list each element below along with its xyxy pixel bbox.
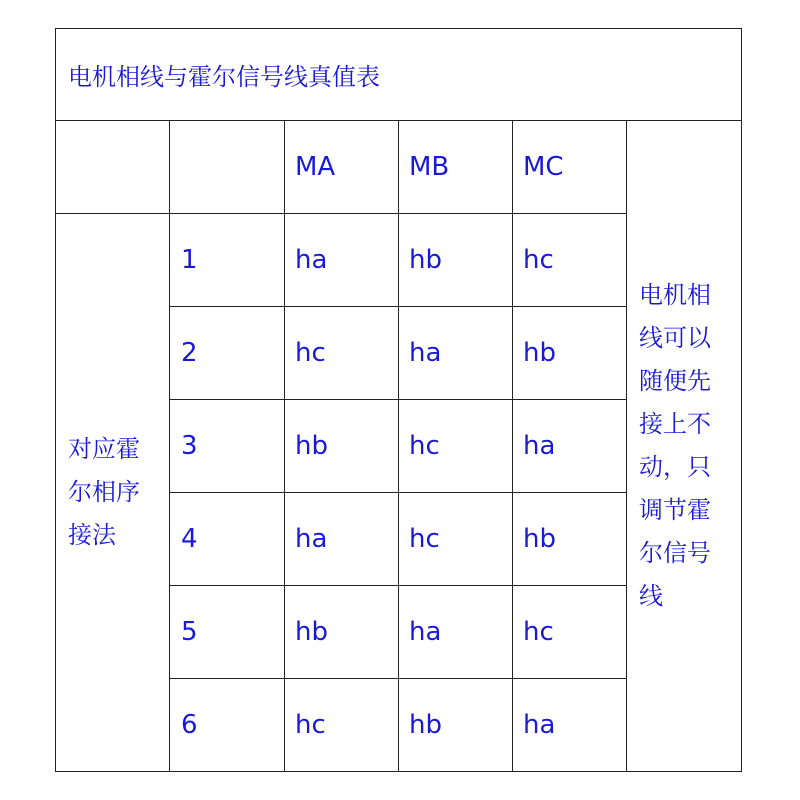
header-mb: MB — [399, 121, 513, 214]
truth-table — [55, 28, 742, 772]
cell-mc: hc — [513, 214, 627, 307]
cell-mc: hb — [513, 307, 627, 400]
row-group-label-cell — [56, 214, 170, 772]
cell-mc: hb — [513, 493, 627, 586]
cell-mb: ha — [399, 307, 513, 400]
header-empty-cell — [170, 121, 285, 214]
title-row — [56, 29, 742, 121]
header-empty-cell — [56, 121, 170, 214]
row-number: 2 — [170, 307, 285, 400]
cell-ma: ha — [285, 493, 399, 586]
header-mc: MC — [513, 121, 627, 214]
cell-ma: hb — [285, 586, 399, 679]
cell-mb: hb — [399, 214, 513, 307]
note-text: 电机相线可以随便先接上不动，只调节霍尔信号线 — [639, 281, 711, 610]
header-ma: MA — [285, 121, 399, 214]
cell-ma: hc — [285, 307, 399, 400]
cell-mc: ha — [513, 400, 627, 493]
cell-mb: ha — [399, 586, 513, 679]
cell-ma: hb — [285, 400, 399, 493]
cell-mb: hb — [399, 679, 513, 772]
cell-mb: hc — [399, 400, 513, 493]
row-number: 6 — [170, 679, 285, 772]
cell-mb: hc — [399, 493, 513, 586]
table-title: 电机相线与霍尔信号线真值表 — [56, 29, 742, 121]
header-row — [56, 121, 742, 214]
cell-mc: hc — [513, 586, 627, 679]
row-number: 3 — [170, 400, 285, 493]
note-cell — [627, 121, 742, 772]
cell-ma: hc — [285, 679, 399, 772]
row-number: 4 — [170, 493, 285, 586]
row-group-label: 对应霍尔相序接法 — [68, 435, 140, 549]
row-number: 1 — [170, 214, 285, 307]
cell-mc: ha — [513, 679, 627, 772]
cell-ma: ha — [285, 214, 399, 307]
row-number: 5 — [170, 586, 285, 679]
